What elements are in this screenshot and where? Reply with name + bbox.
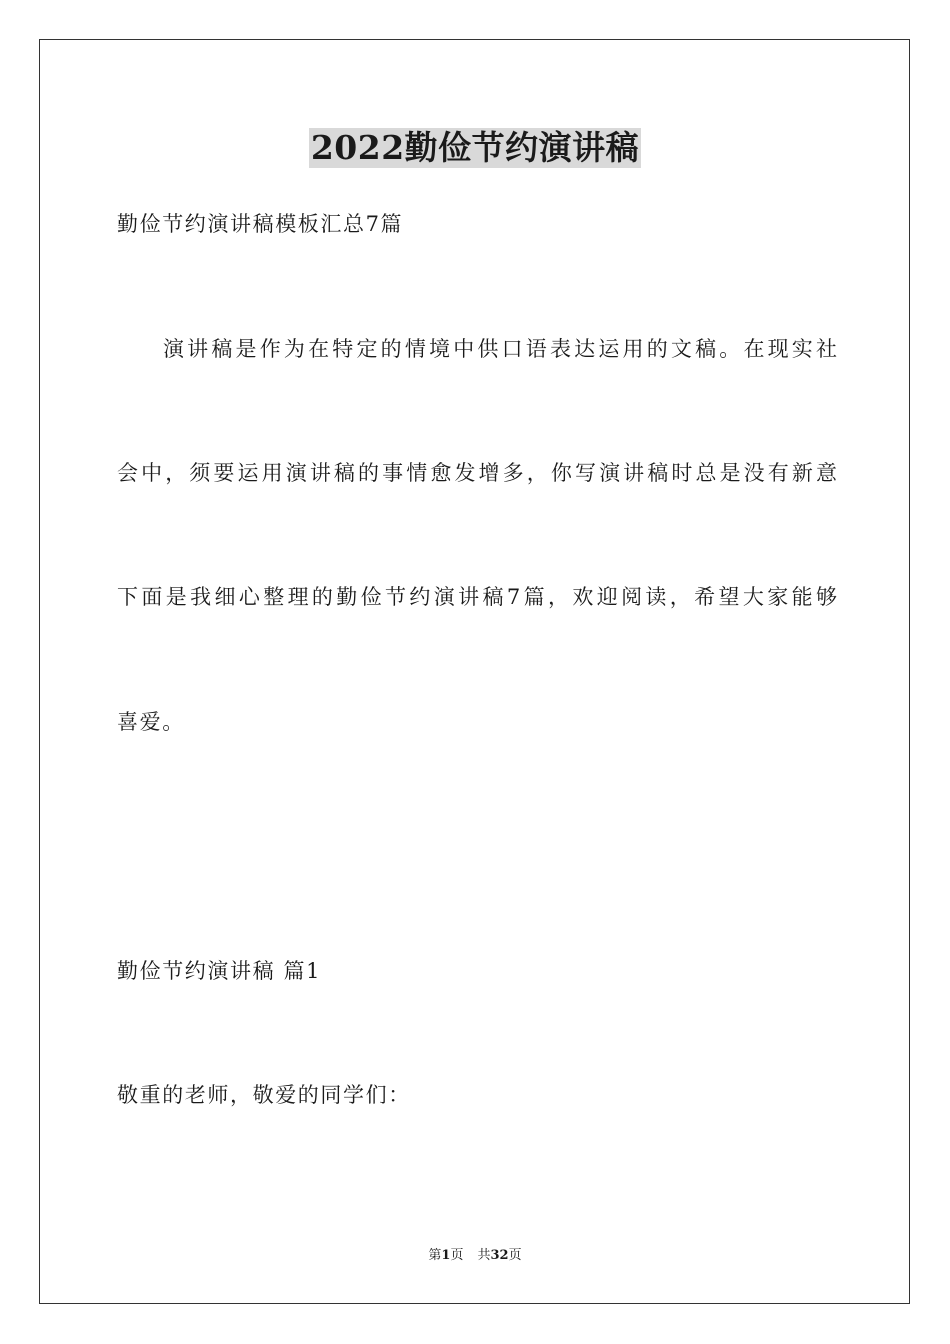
total-suffix: 页 — [508, 1248, 522, 1263]
paragraph-line-2: 会中，须要运用演讲稿的事情愈发增多，你写演讲稿时总是没有新意 — [117, 461, 837, 485]
document-subtitle: 勤俭节约演讲稿模板汇总7篇 — [117, 212, 404, 236]
page-number: 1 — [441, 1248, 451, 1263]
page-suffix: 页 — [450, 1248, 464, 1263]
paragraph-line-1: 演讲稿是作为在特定的情境中供口语表达运用的文稿。在现实社 — [163, 337, 837, 361]
salutation: 敬重的老师，敬爱的同学们： — [117, 1083, 411, 1107]
total-pages: 32 — [490, 1248, 509, 1263]
document-title: 2022勤俭节约演讲稿 — [310, 128, 640, 167]
paragraph-line-3: 下面是我细心整理的勤俭节约演讲稿7篇，欢迎阅读，希望大家能够 — [117, 585, 837, 609]
title-container — [0, 128, 950, 168]
section-heading: 勤俭节约演讲稿 篇1 — [117, 959, 322, 983]
page-footer — [0, 1248, 950, 1264]
page-prefix: 第 — [428, 1248, 442, 1263]
total-prefix: 共 — [477, 1248, 491, 1263]
paragraph-line-4: 喜爱。 — [117, 710, 185, 734]
